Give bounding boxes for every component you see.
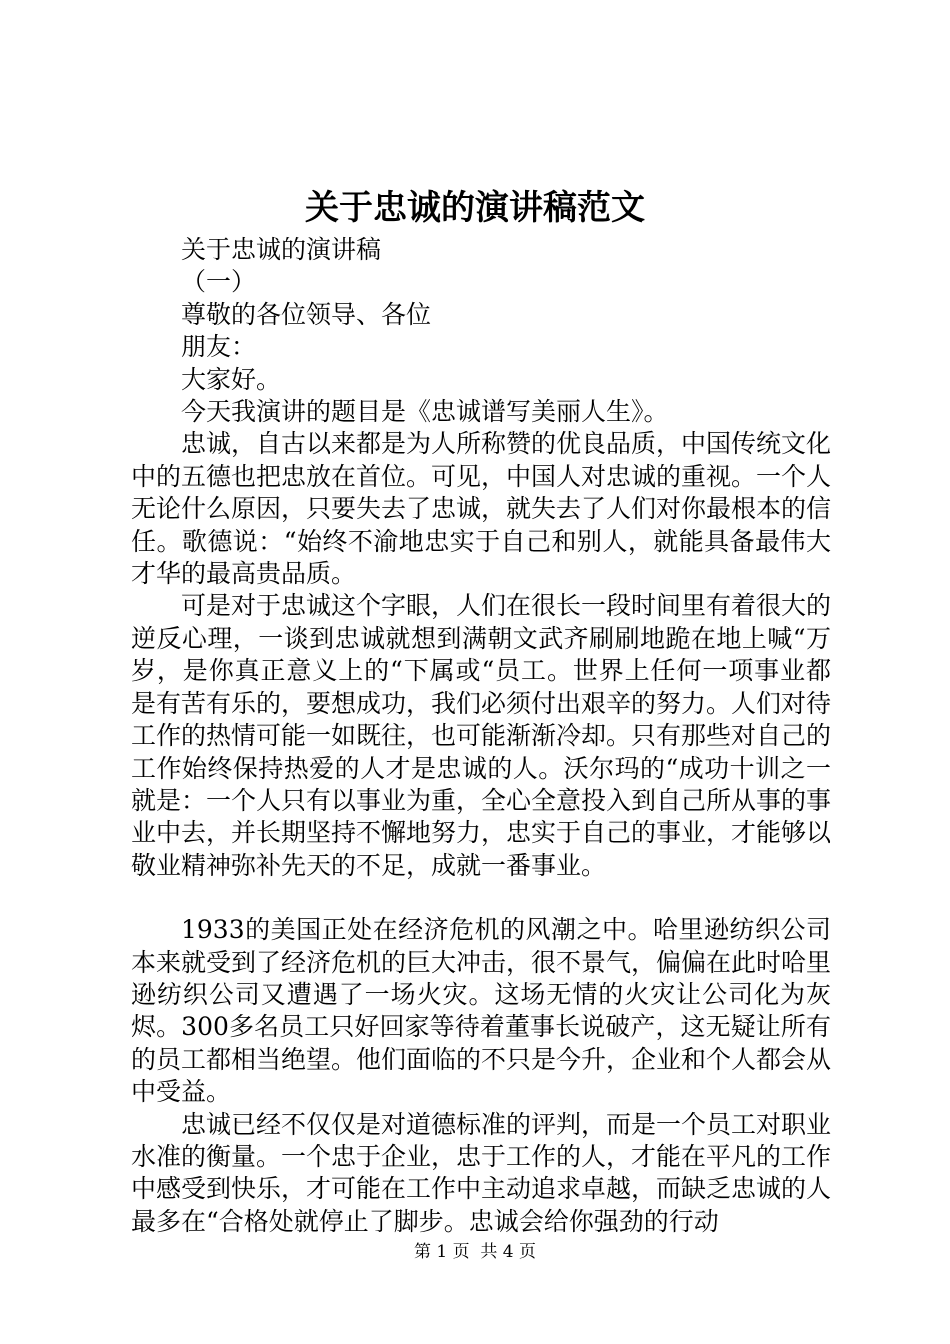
paragraph-heading: 关于忠诚的演讲稿	[181, 235, 382, 264]
paragraph-body: 忠诚，自古以来都是为人所称赞的优良品质，中国传统文化中的五德也把忠放在首位。可见，中国人对忠诚的重视。一个人无论什么原因，只要失去了忠诚，就失去了人们对你最根本的信任。歌德说：“始终不渝地忠实于自己和别人，就能具备最伟大才华的最高贵品质。	[131, 429, 832, 589]
paragraph-body: 可是对于忠诚这个字眼，人们在很长一段时间里有着很大的逆反心理，一谈到忠诚就想到满朝文武齐刷刷地跪在地上喊“万岁，是你真正意义上的“下属或“员工。世界上任何一项事业都是有苦有乐的，要想成功，我们必须付出艰辛的努力。人们对待工作的热情可能一如既往，也可能渐渐冷却。只有那些对自己的工作始终保持热爱的人才是忠诚的人。沃尔玛的“成功十训之一就是：一个人只有以事业为重，全心全意投入到自己所从事的事业中去，并长期坚持不懈地努力，忠实于自己的事业，才能够以敬业精神弥补先天的不足，成就一番事业。	[131, 591, 832, 880]
document-title: 关于忠诚的演讲稿范文	[305, 188, 645, 228]
paragraph-salutation-continued: 朋友：	[181, 332, 257, 362]
document-body	[131, 234, 831, 1238]
paragraph-section-number: （一）	[181, 267, 257, 297]
paragraph-body: 1933的美国正处在经济危机的风潮之中。哈里逊纺织公司本来就受到了经济危机的巨大冲击，很不景气，偏偏在此时哈里逊纺织公司又遭遇了一场火灾。这场无情的火灾让公司化为灰烬。300多名员工只好回家等待着董事长说破产，这无疑让所有的员工都相当绝望。他们面临的不只是今升，企业和个人都会从中受益。	[131, 915, 832, 1107]
paragraph-body: 忠诚已经不仅仅是对道德标准的评判，而是一个员工对职业水准的衡量。一个忠于企业，忠于工作的人，才能在平凡的工作中感受到快乐，才可能在工作中主动追求卓越，而缺乏忠诚的人最多在“合格处就停止了脚步。忠诚会给你强劲的行动	[131, 1109, 832, 1236]
paragraph-greeting: 大家好。	[181, 364, 282, 394]
paragraph-salutation: 尊敬的各位领导、各位	[181, 299, 432, 329]
page-footer: 第 1 页 共 4 页	[413, 1242, 537, 1262]
paragraph-topic: 今天我演讲的题目是《忠诚谱写美丽人生》。	[181, 397, 669, 427]
